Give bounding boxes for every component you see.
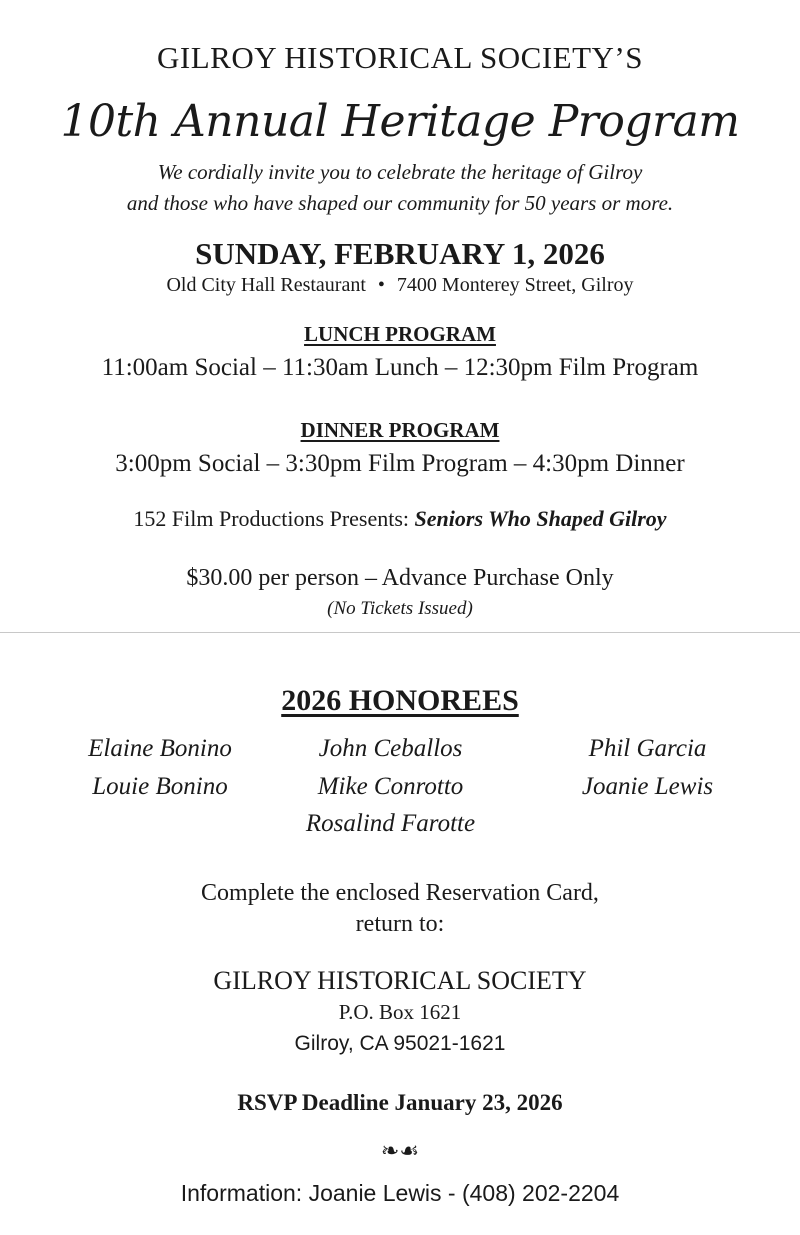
ornament-icon: ❧☙ (380, 1138, 420, 1163)
honoree-name: Phil Garcia (588, 735, 707, 762)
lunch-schedule: 11:00am Social – 11:30am Lunch – 12:30pm Film Program (101, 354, 699, 381)
return-address-2: Gilroy, CA 95021-1621 (294, 1032, 506, 1055)
film-line (0, 506, 800, 532)
venue-separator: • (377, 274, 385, 296)
honoree-name: Mike Conrotto (317, 772, 464, 800)
dinner-schedule: 3:00pm Social – 3:30pm Film Program – 4:30pm Dinner (115, 450, 685, 477)
return-org: GILROY HISTORICAL SOCIETY (213, 966, 587, 995)
reservation-instruction-2: return to: (355, 911, 445, 937)
venue-address: 7400 Monterey Street, Gilroy (396, 274, 634, 296)
ticket-note: (No Tickets Issued) (327, 598, 473, 619)
honorees-column-1 (55, 730, 265, 805)
event-date: SUNDAY, FEBRUARY 1, 2026 (195, 236, 605, 271)
film-title: Seniors Who Shaped Gilroy (414, 506, 667, 531)
venue-name: Old City Hall Restaurant (166, 274, 366, 296)
dinner-heading: DINNER PROGRAM (300, 418, 500, 442)
film-presenter: 152 Film Productions Presents: (133, 506, 415, 531)
card-fold-divider (0, 632, 800, 633)
honoree-name: Elaine Bonino (88, 735, 232, 762)
lunch-heading: LUNCH PROGRAM (304, 322, 496, 346)
reservation-instruction-1: Complete the enclosed Reservation Card, (201, 880, 599, 906)
program-title: 10th Annual Heritage Program (60, 96, 740, 147)
invite-line-1: We cordially invite you to celebrate the heritage of Gilroy (157, 160, 643, 184)
price: $30.00 per person – Advance Purchase Only (186, 565, 614, 591)
invite-line-2: and those who have shaped our community for 50 years or more. (126, 191, 674, 215)
honoree-name: Rosalind Farotte (305, 810, 476, 837)
honoree-name: Joanie Lewis (581, 772, 714, 800)
return-address-1: P.O. Box 1621 (338, 1000, 462, 1024)
honoree-name: John Ceballos (318, 735, 463, 762)
contact-info: Information: Joanie Lewis - (408) 202-2204 (180, 1180, 620, 1206)
honoree-name: Louie Bonino (92, 772, 228, 800)
org-title: GILROY HISTORICAL SOCIETY’S (157, 40, 643, 75)
event-venue (0, 274, 800, 297)
honorees-column-2 (278, 730, 503, 843)
honorees-column-3 (540, 730, 755, 805)
rsvp-deadline: RSVP Deadline January 23, 2026 (237, 1090, 563, 1115)
honorees-heading: 2026 HONOREES (281, 684, 519, 717)
